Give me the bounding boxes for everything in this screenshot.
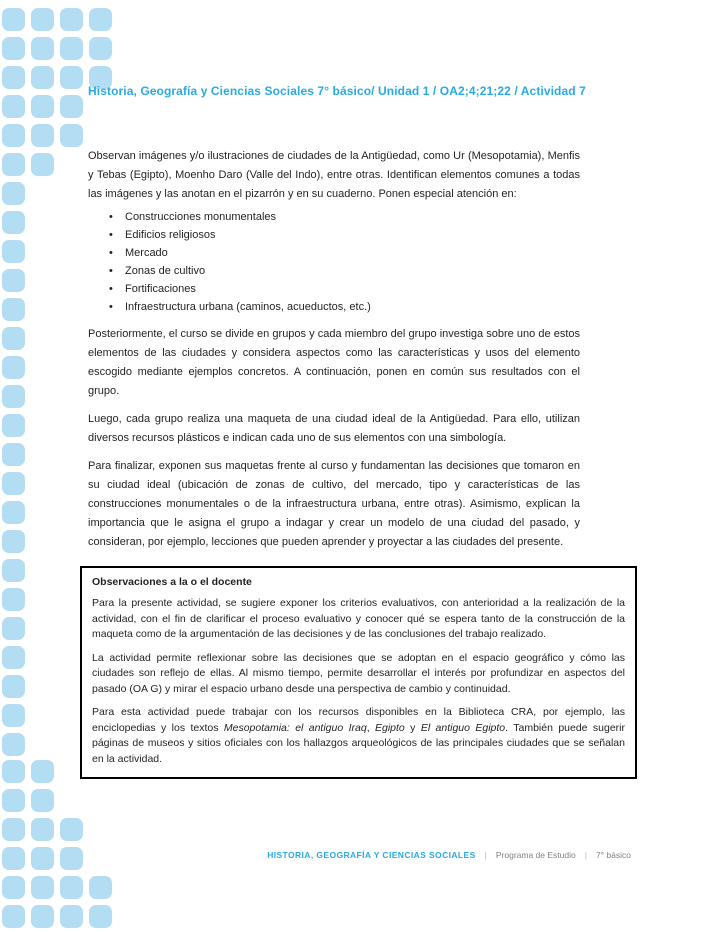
footer-grade: 7° básico — [595, 850, 631, 860]
pattern-square — [31, 905, 54, 928]
pattern-square — [2, 876, 25, 899]
pattern-square — [2, 37, 25, 60]
pattern-square — [60, 818, 83, 841]
pattern-square — [2, 646, 25, 669]
pattern-square — [2, 327, 25, 350]
pattern-square — [2, 675, 25, 698]
pattern-square — [2, 182, 25, 205]
pattern-square — [60, 66, 83, 89]
activity-intro-paragraph: Observan imágenes y/o ilustraciones de ciudades de la Antigüedad, como Ur (Mesopotamia), Menfis y Tebas (Egipto), Moenho Daro (Valle del Indo), entre otras. Identifican elementos comunes a todas las imágenes y las anotan en el pizarrón y en su cuaderno. Ponen especial atención en: — [88, 150, 580, 200]
pattern-square — [2, 501, 25, 524]
pattern-square — [60, 905, 83, 928]
pattern-square — [89, 876, 112, 899]
activity-paragraph-3: Para finalizar, exponen sus maquetas frente al curso y fundamentan las decisiones que tomaron en su ciudad ideal (ubicación de zonas de cultivo, del mercado, tipo y características de las construcciones monumentales o de la infraestructura urbana, entre otras). Asimismo, explican la importancia que le asigna el grupo a indagar y crear un modelo de una ciudad del pasado, y consideran, por ejemplo, lecciones que pueden aprender y proyectar a las ciudades del presente. — [88, 460, 580, 548]
pattern-square — [2, 240, 25, 263]
observations-paragraph-2: La actividad permite reflexionar sobre las decisiones que se adoptan en el espacio geográfico y cómo las ciudades son reflejo de ellas. Al mismo tiempo, permite desarrollar el interés por profundizar en aspectos del pasado (OA G) y mirar el espacio urbano desde una perspectiva de cambio y continuidad. — [92, 651, 625, 695]
pattern-square — [31, 37, 54, 60]
attention-list — [108, 208, 580, 316]
pattern-square — [2, 905, 25, 928]
pattern-square — [89, 905, 112, 928]
observations-paragraph-3: Para esta actividad puede trabajar con los recursos disponibles en la Biblioteca CRA, por ejemplo, las enciclopedias y los textos Mesopotamia: el antiguo Iraq, Egipto y El antiguo Egipto. También puede sugerir páginas de museos y sitios oficiales con los hallazgos arqueológicos de las principales ciudades que se señalan en la actividad. — [92, 706, 626, 765]
pattern-square — [2, 847, 25, 870]
pattern-square — [2, 588, 25, 611]
pattern-square — [31, 8, 54, 31]
teacher-observations-box — [80, 566, 637, 779]
pattern-square — [31, 124, 54, 147]
pattern-square — [2, 66, 25, 89]
pattern-square — [60, 95, 83, 118]
observations-paragraph-1: Para la presente actividad, se sugiere exponer los criterios evaluativos, con anterioridad a la realización de la actividad, con el fin de clarificar el proceso evaluativo y conocer qué se espera tanto de la construcción de la maqueta como de la argumentación de las decisiones y de las conclusiones del trabajo realizado. — [92, 597, 625, 640]
pattern-square — [60, 124, 83, 147]
pattern-square — [60, 37, 83, 60]
page-content — [88, 0, 626, 779]
footer-separator: | — [484, 850, 487, 860]
list-item: • Construcciones monumentales — [108, 208, 580, 226]
list-item: • Mercado — [108, 244, 580, 262]
pattern-square — [31, 789, 54, 812]
pattern-square — [60, 876, 83, 899]
pattern-square — [31, 818, 54, 841]
pattern-square — [2, 530, 25, 553]
pattern-square — [2, 733, 25, 756]
activity-paragraph-1: Posteriormente, el curso se divide en grupos y cada miembro del grupo investiga sobre uno de estos elementos de las ciudades y considera aspectos como las características y usos del elemento escogido mediante ejemplos concretos. A continuación, ponen en común sus resultados con el grupo. — [88, 328, 580, 397]
footer-separator: | — [584, 850, 587, 860]
pattern-square — [60, 8, 83, 31]
footer-program: Programa de Estudio — [495, 850, 576, 860]
observations-title: Observaciones a la o el docente — [92, 576, 252, 588]
page-footer — [267, 850, 631, 861]
pattern-square — [31, 847, 54, 870]
pattern-square — [2, 559, 25, 582]
pattern-square — [2, 269, 25, 292]
pattern-square — [31, 760, 54, 783]
pattern-square — [2, 443, 25, 466]
list-item: • Infraestructura urbana (caminos, acueductos, etc.) — [108, 298, 580, 316]
pattern-square — [2, 298, 25, 321]
list-item: • Edificios religiosos — [108, 226, 580, 244]
pattern-square — [2, 153, 25, 176]
list-item: • Zonas de cultivo — [108, 262, 580, 280]
pattern-square — [2, 8, 25, 31]
pattern-square — [2, 124, 25, 147]
pattern-square — [2, 818, 25, 841]
pattern-square — [2, 617, 25, 640]
pattern-square — [2, 704, 25, 727]
pattern-square — [2, 789, 25, 812]
pattern-square — [2, 95, 25, 118]
pattern-square — [2, 760, 25, 783]
activity-paragraph-2: Luego, cada grupo realiza una maqueta de una ciudad ideal de la Antigüedad. Para ello, utilizan diversos recursos plásticos e indican cada uno de sus elementos con una simbología. — [88, 413, 580, 444]
pattern-square — [2, 211, 25, 234]
pattern-square — [2, 356, 25, 379]
list-item: • Fortificaciones — [108, 280, 580, 298]
pattern-square — [2, 385, 25, 408]
footer-subject: HISTORIA, GEOGRAFÍA Y CIENCIAS SOCIALES — [267, 850, 476, 860]
pattern-square — [31, 66, 54, 89]
pattern-square — [60, 847, 83, 870]
pattern-square — [31, 876, 54, 899]
pattern-square — [31, 153, 54, 176]
page-title: Historia, Geografía y Ciencias Sociales 7° básico/ Unidad 1 / OA2;4;21;22 / Actividad 7 — [88, 84, 586, 98]
pattern-square — [2, 414, 25, 437]
pattern-square — [2, 472, 25, 495]
pattern-square — [31, 95, 54, 118]
